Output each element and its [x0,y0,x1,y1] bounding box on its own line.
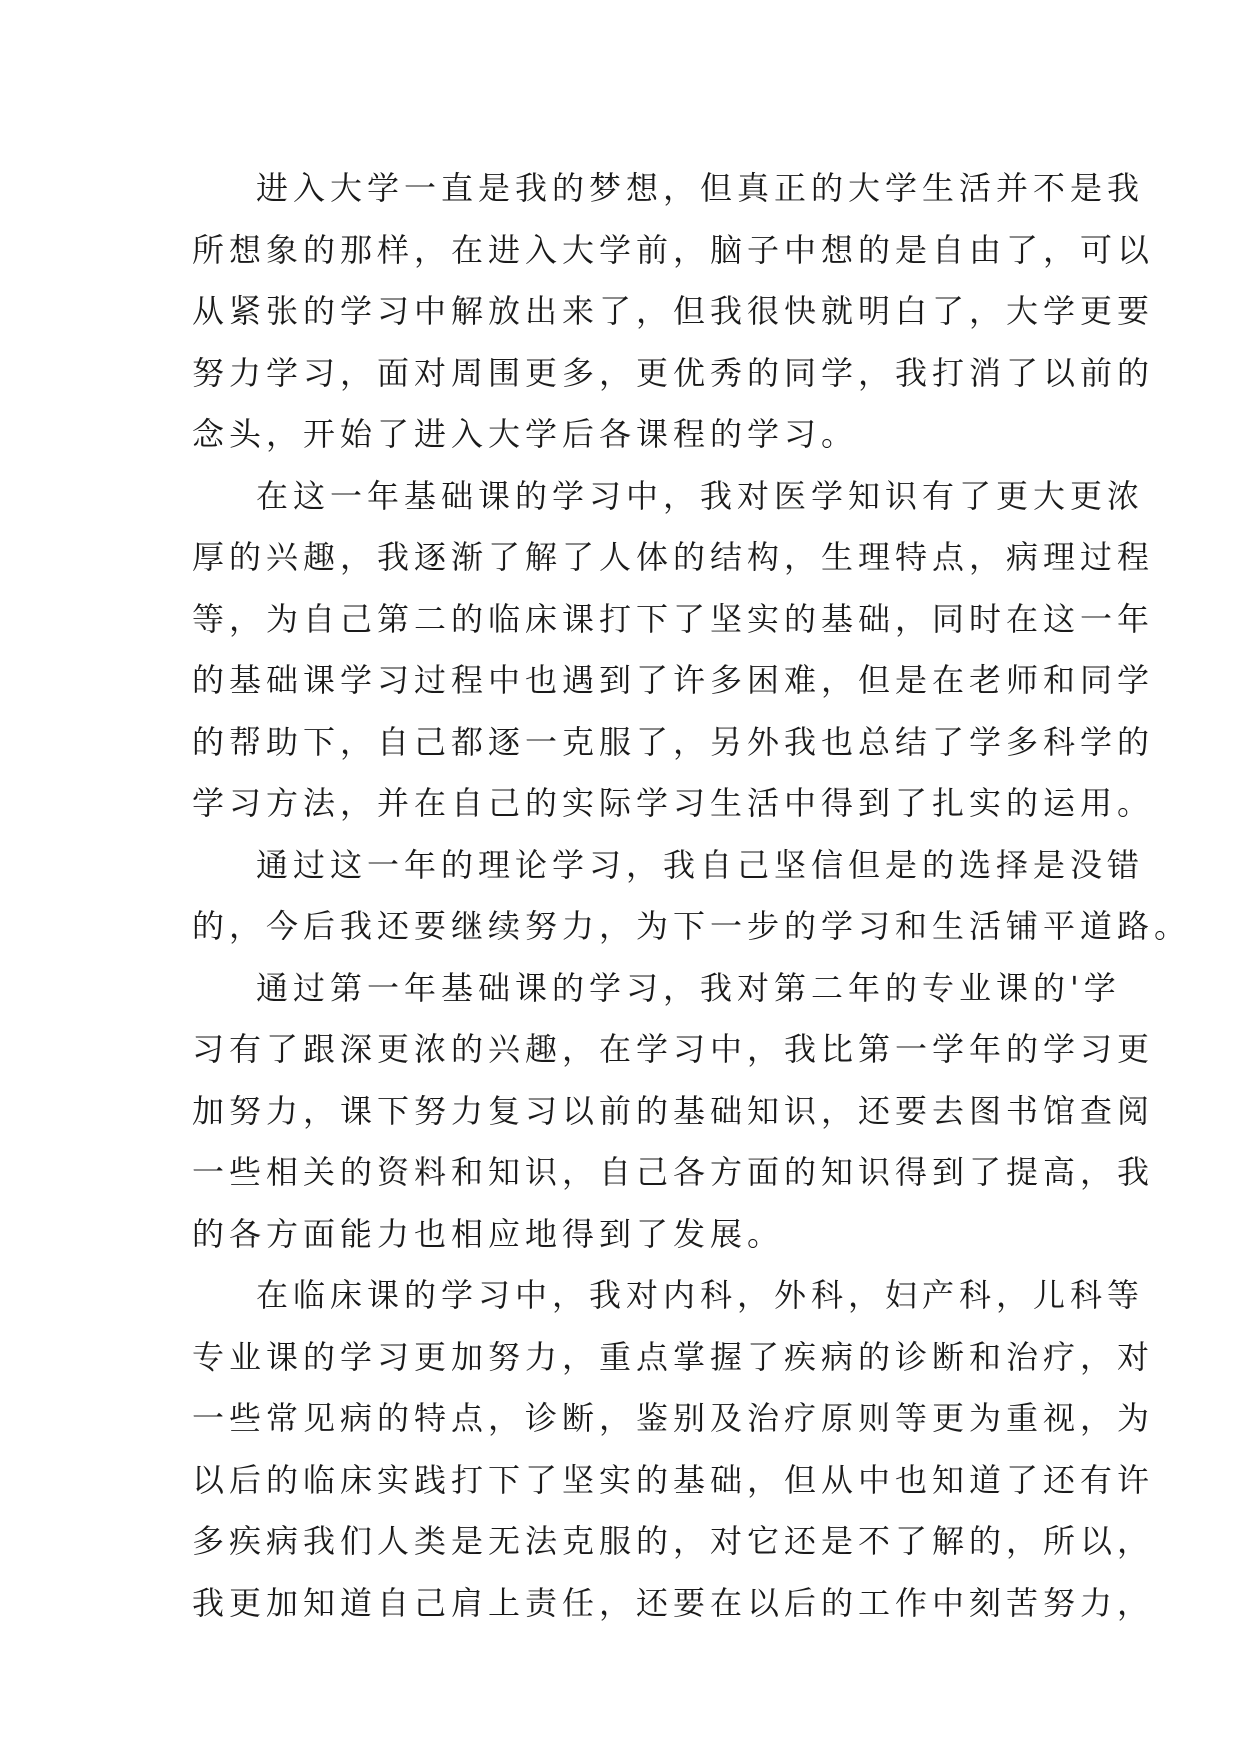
text-line: 通过这一年的理论学习，我自己坚信但是的选择是没错 [256,845,1145,884]
text-line: 所想象的那样，在进入大学前，脑子中想的是自由了，可以 [192,230,1155,269]
text-line: 通过第一年基础课的学习，我对第二年的专业课的'学 [256,968,1121,1007]
text-line: 多疾病我们人类是无法克服的，对它还是不了解的，所以， [192,1522,1155,1560]
text-line: 学习方法，并在自己的实际学习生活中得到了扎实的运用。 [192,784,1155,822]
text-line: 念头，开始了进入大学后各课程的学习。 [192,415,859,453]
text-line: 一些常见病的特点，诊断，鉴别及治疗原则等更为重视，为 [192,1399,1155,1437]
text-line: 进入大学一直是我的梦想，但真正的大学生活并不是我 [256,169,1145,207]
text-line: 专业课的学习更加努力，重点掌握了疾病的诊断和治疗，对 [192,1337,1155,1376]
text-line: 在临床课的学习中，我对内科，外科，妇产科，儿科等 [256,1276,1145,1314]
text-line: 的，今后我还要继续努力，为下一步的学习和生活铺平道路。 [192,907,1192,945]
text-line: 习有了跟深更浓的兴趣，在学习中，我比第一学年的学习更 [192,1030,1155,1068]
text-line: 努力学习，面对周围更多，更优秀的同学，我打消了以前的 [192,353,1155,392]
document-body [192,158,1192,1634]
text-line: 的帮助下，自己都逐一克服了，另外我也总结了学多科学的 [192,722,1155,761]
paragraph [192,158,1155,466]
paragraph [192,835,1192,958]
text-line: 的基础课学习过程中也遇到了许多困难，但是在老师和同学 [192,661,1155,699]
text-line: 在这一年基础课的学习中，我对医学知识有了更大更浓 [256,476,1145,515]
text-line: 厚的兴趣，我逐渐了解了人体的结构，生理特点，病理过程 [192,538,1155,576]
text-line: 的各方面能力也相应地得到了发展。 [192,1214,785,1253]
paragraph [192,1265,1155,1634]
text-line: 一些相关的资料和知识，自己各方面的知识得到了提高，我 [192,1153,1155,1191]
text-line: 加努力，课下努力复习以前的基础知识，还要去图书馆查阅 [192,1091,1155,1130]
text-line: 我更加知道自己肩上责任，还要在以后的工作中刻苦努力， [192,1583,1155,1622]
paragraph [192,466,1155,835]
text-line: 以后的临床实践打下了坚实的基础，但从中也知道了还有许 [192,1460,1155,1499]
paragraph [192,958,1155,1266]
text-line: 等，为自己第二的临床课打下了坚实的基础，同时在这一年 [192,599,1155,638]
text-line: 从紧张的学习中解放出来了，但我很快就明白了，大学更要 [192,292,1155,330]
